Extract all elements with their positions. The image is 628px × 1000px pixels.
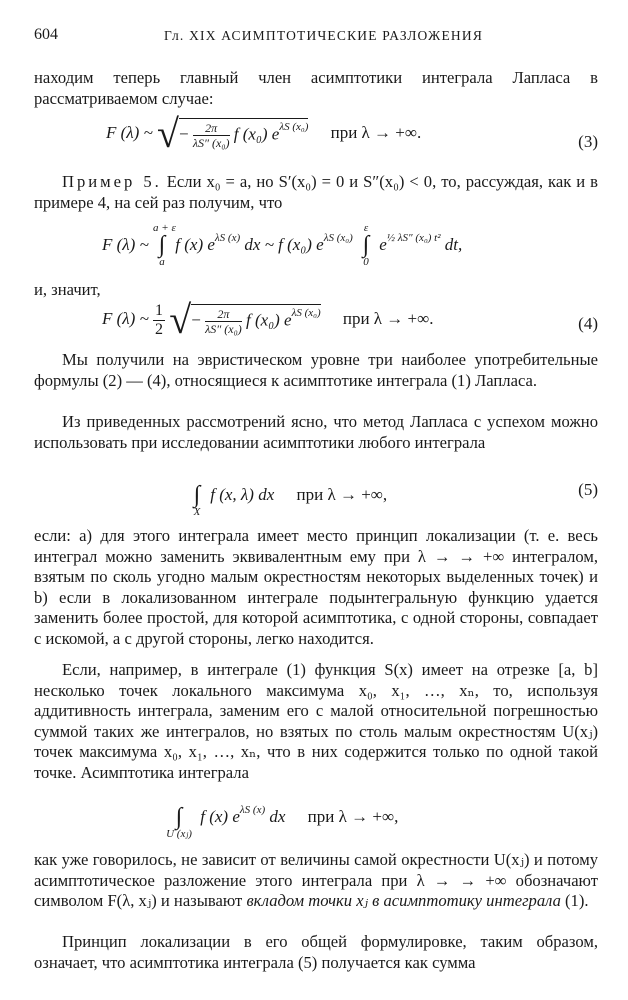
formula-3-lhs: F (λ) ~ — [106, 122, 153, 142]
fraction-half: $\frac{1}{2}$ — [155, 301, 164, 338]
square-root: √− $\frac{2\pi}{\text{λS″ (x₀)}}$ f (x₀) $e^{\lambda S (x_0)}$ — [169, 297, 321, 342]
paragraph-heuristic: Мы получили на эвристическом уровне три наиболее употребительные формулы (2) — (4), относящиеся к асимптотике интеграла (1) Лапласа. — [34, 350, 598, 390]
formula-4: F (λ) ~ $\frac{1}{2}$ √− $\frac{2\pi}{\text{λS″ (x₀)}}$ f (x₀) $e^{\lambda S (x_0)}$ при λ → +∞. (4) — [102, 297, 598, 342]
equation-number-4: (4) — [578, 314, 598, 333]
chapter-title: Гл. XIX АСИМПТОТИЧЕСКИЕ РАЗЛОЖЕНИЯ — [164, 28, 484, 43]
integral-sign: ∫ U (xⱼ) — [166, 804, 192, 840]
paragraph-example-5: Пример 5. Если x₀ = a, но S′(x₀) = 0 и S″(x₀) < 0, то, рассуждая, как и в примере 4, на сей раз получим, что — [34, 172, 598, 212]
paragraph-laplace-method: Из приведенных рассмотрений ясно, что метод Лапласа с успехом можно использовать при исследовании асимптотики любого интеграла — [34, 412, 598, 452]
formula-3-condition: при λ → +∞. — [330, 122, 422, 142]
paragraph-intro: находим теперь главный член асимптотики интеграла Лапласа в рассматриваемом случае: — [34, 68, 598, 108]
paragraph-conditions: если: a) для этого интеграла имеет место принцип локализации (т. е. весь интеграл можно заменить эквивалентным ему при λ → → +∞ интегралом, взятым по сколь угодно малым окрестностям некоторых выделенных точек) и b) если в локализованном интеграле подынтегральную функцию удается заменить более простой, для которой асимптотика, с одной стороны, совпадает с искомой, а с другой стороны, легко находится. — [34, 526, 598, 648]
formula-example-5: F (λ) ~ a + ε ∫ a f (x) $e^{\lambda S (x)}$ dx ~ f (x₀) $e^{\lambda S (x_0)}$ ε ∫ 0 $e^{\frac{1}{2} \lambda S'' (x_0) t^2}$ dt, — [102, 222, 463, 268]
formula-3 — [34, 111, 598, 164]
equation-number-3: (3) — [578, 132, 598, 151]
paragraph-localization: Принцип локализации в его общей формулировке, таким образом, означает, что асимптотика интеграла (5) получается как сумма — [34, 932, 598, 972]
running-header — [34, 26, 598, 50]
paragraph-therefore: и, значит, — [34, 280, 101, 299]
formula-5: ∫ X f (x, λ) dx при λ → +∞, (5) — [34, 472, 598, 518]
square-root: √− $\frac{2\pi}{\text{λS″ (x₀)}}$ f (x₀) $e^{\lambda S (x_0)}$ — [157, 111, 309, 156]
term-contribution: вкладом точки xⱼ в асимптотику интеграла — [246, 891, 561, 911]
integral-sign: ∫ X — [193, 482, 201, 518]
integral-sign: a + ε ∫ a — [153, 222, 176, 268]
paragraph-contribution: как уже говорилось, не зависит от величины самой окрестности U(xⱼ) и потому асимптотическое разложение этого интеграла при λ → → +∞ обозначают символом F(λ, xⱼ) и называют вкладом точки xⱼ в асимптотику интеграла (1). — [34, 850, 598, 911]
formula-neighborhood-integral: ∫ U (xⱼ) f (x) $e^{\lambda S (x)}$ dx при λ → +∞, — [34, 794, 598, 842]
integral-sign: ε ∫ 0 — [362, 222, 370, 268]
fraction: $\frac{2\pi}{\text{λS″ (x₀)}}$ — [192, 121, 230, 150]
page-number: 604 — [34, 26, 58, 43]
equation-number-5: (5) — [578, 480, 598, 499]
paragraph-example-maxima: Если, например, в интеграле (1) функция S(x) имеет на отрезке [a, b] несколько точек локального максимума x₀, x₁, …, xₙ, то, используя аддитивность интеграла, заменим его с малой относительной погрешностью суммой таких же интегралов, но взятых по столь малым окрестностям U(xⱼ) точек максимума x₀, x₁, …, xₙ, что в них содержится только по одной такой точке. Асимптотика интеграла — [34, 660, 598, 782]
example-heading: Пример 5. — [62, 172, 162, 191]
